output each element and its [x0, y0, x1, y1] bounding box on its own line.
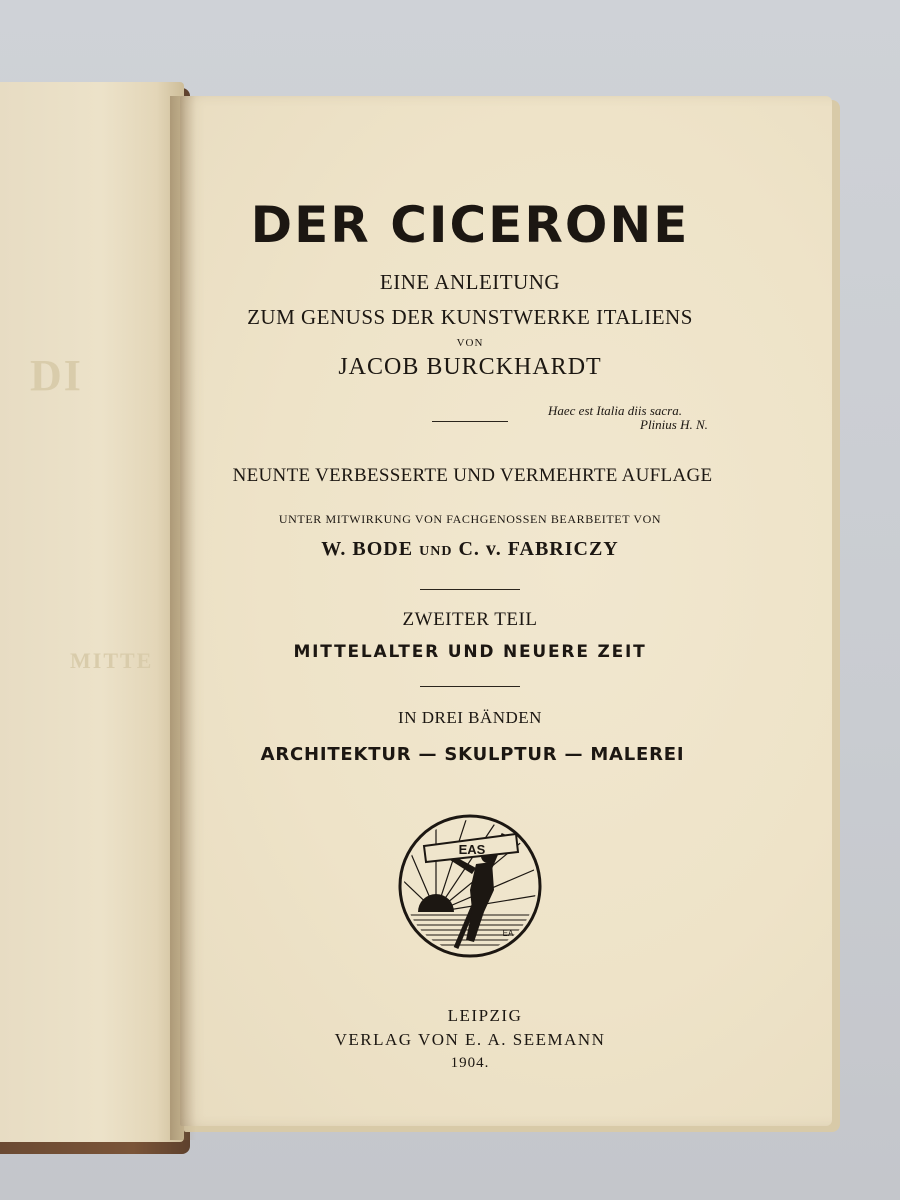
editor-1: W. BODE [321, 538, 414, 560]
rule-3 [420, 686, 520, 687]
subtitle-line-2: ZUM GENUSS DER KUNSTWERKE ITALIENS [247, 305, 693, 329]
edition-statement: NEUNTE VERBESSERTE UND VERMEHRTE AUFLAGE [232, 465, 713, 486]
editor-2: C. v. FABRICZY [458, 538, 619, 560]
emblem-corner-text: EA [502, 929, 514, 938]
part-number: ZWEITER TEIL [402, 609, 538, 630]
left-page-bleed-title: DI [30, 351, 83, 400]
editors-line [240, 538, 700, 561]
publisher-name: VERLAG VON E. A. SEEMANN [334, 1030, 606, 1049]
editor-conjunction: UND [419, 544, 453, 559]
von-label: VON [456, 337, 484, 349]
volumes-list: ARCHITEKTUR — SKULPTUR — MALEREI [260, 744, 685, 765]
publisher-city: LEIPZIG [447, 1006, 523, 1025]
publisher-emblem [396, 812, 544, 960]
volumes-intro: IN DREI BÄNDEN [398, 708, 542, 727]
motto-attribution: Plinius H. N. [640, 417, 708, 432]
part-subtitle: MITTELALTER UND NEUERE ZEIT [293, 642, 647, 662]
book-title: DER CICERONE [250, 196, 690, 254]
motto-line-1: Haec est Italia diis sacra. [548, 403, 682, 418]
rule-2 [420, 589, 520, 590]
publication-year: 1904. [450, 1055, 490, 1071]
rule-1 [432, 421, 508, 422]
left-page [0, 82, 184, 1142]
subtitle-line-1: EINE ANLEITUNG [379, 270, 561, 294]
left-page-bleed-subtitle: MITTE [70, 648, 154, 673]
emblem-banner-text: EAS [458, 842, 486, 857]
collaboration-statement: UNTER MITWIRKUNG VON FACHGENOSSEN BEARBEITET VON [278, 512, 662, 526]
author-name: JACOB BURCKHARDT [338, 354, 602, 380]
